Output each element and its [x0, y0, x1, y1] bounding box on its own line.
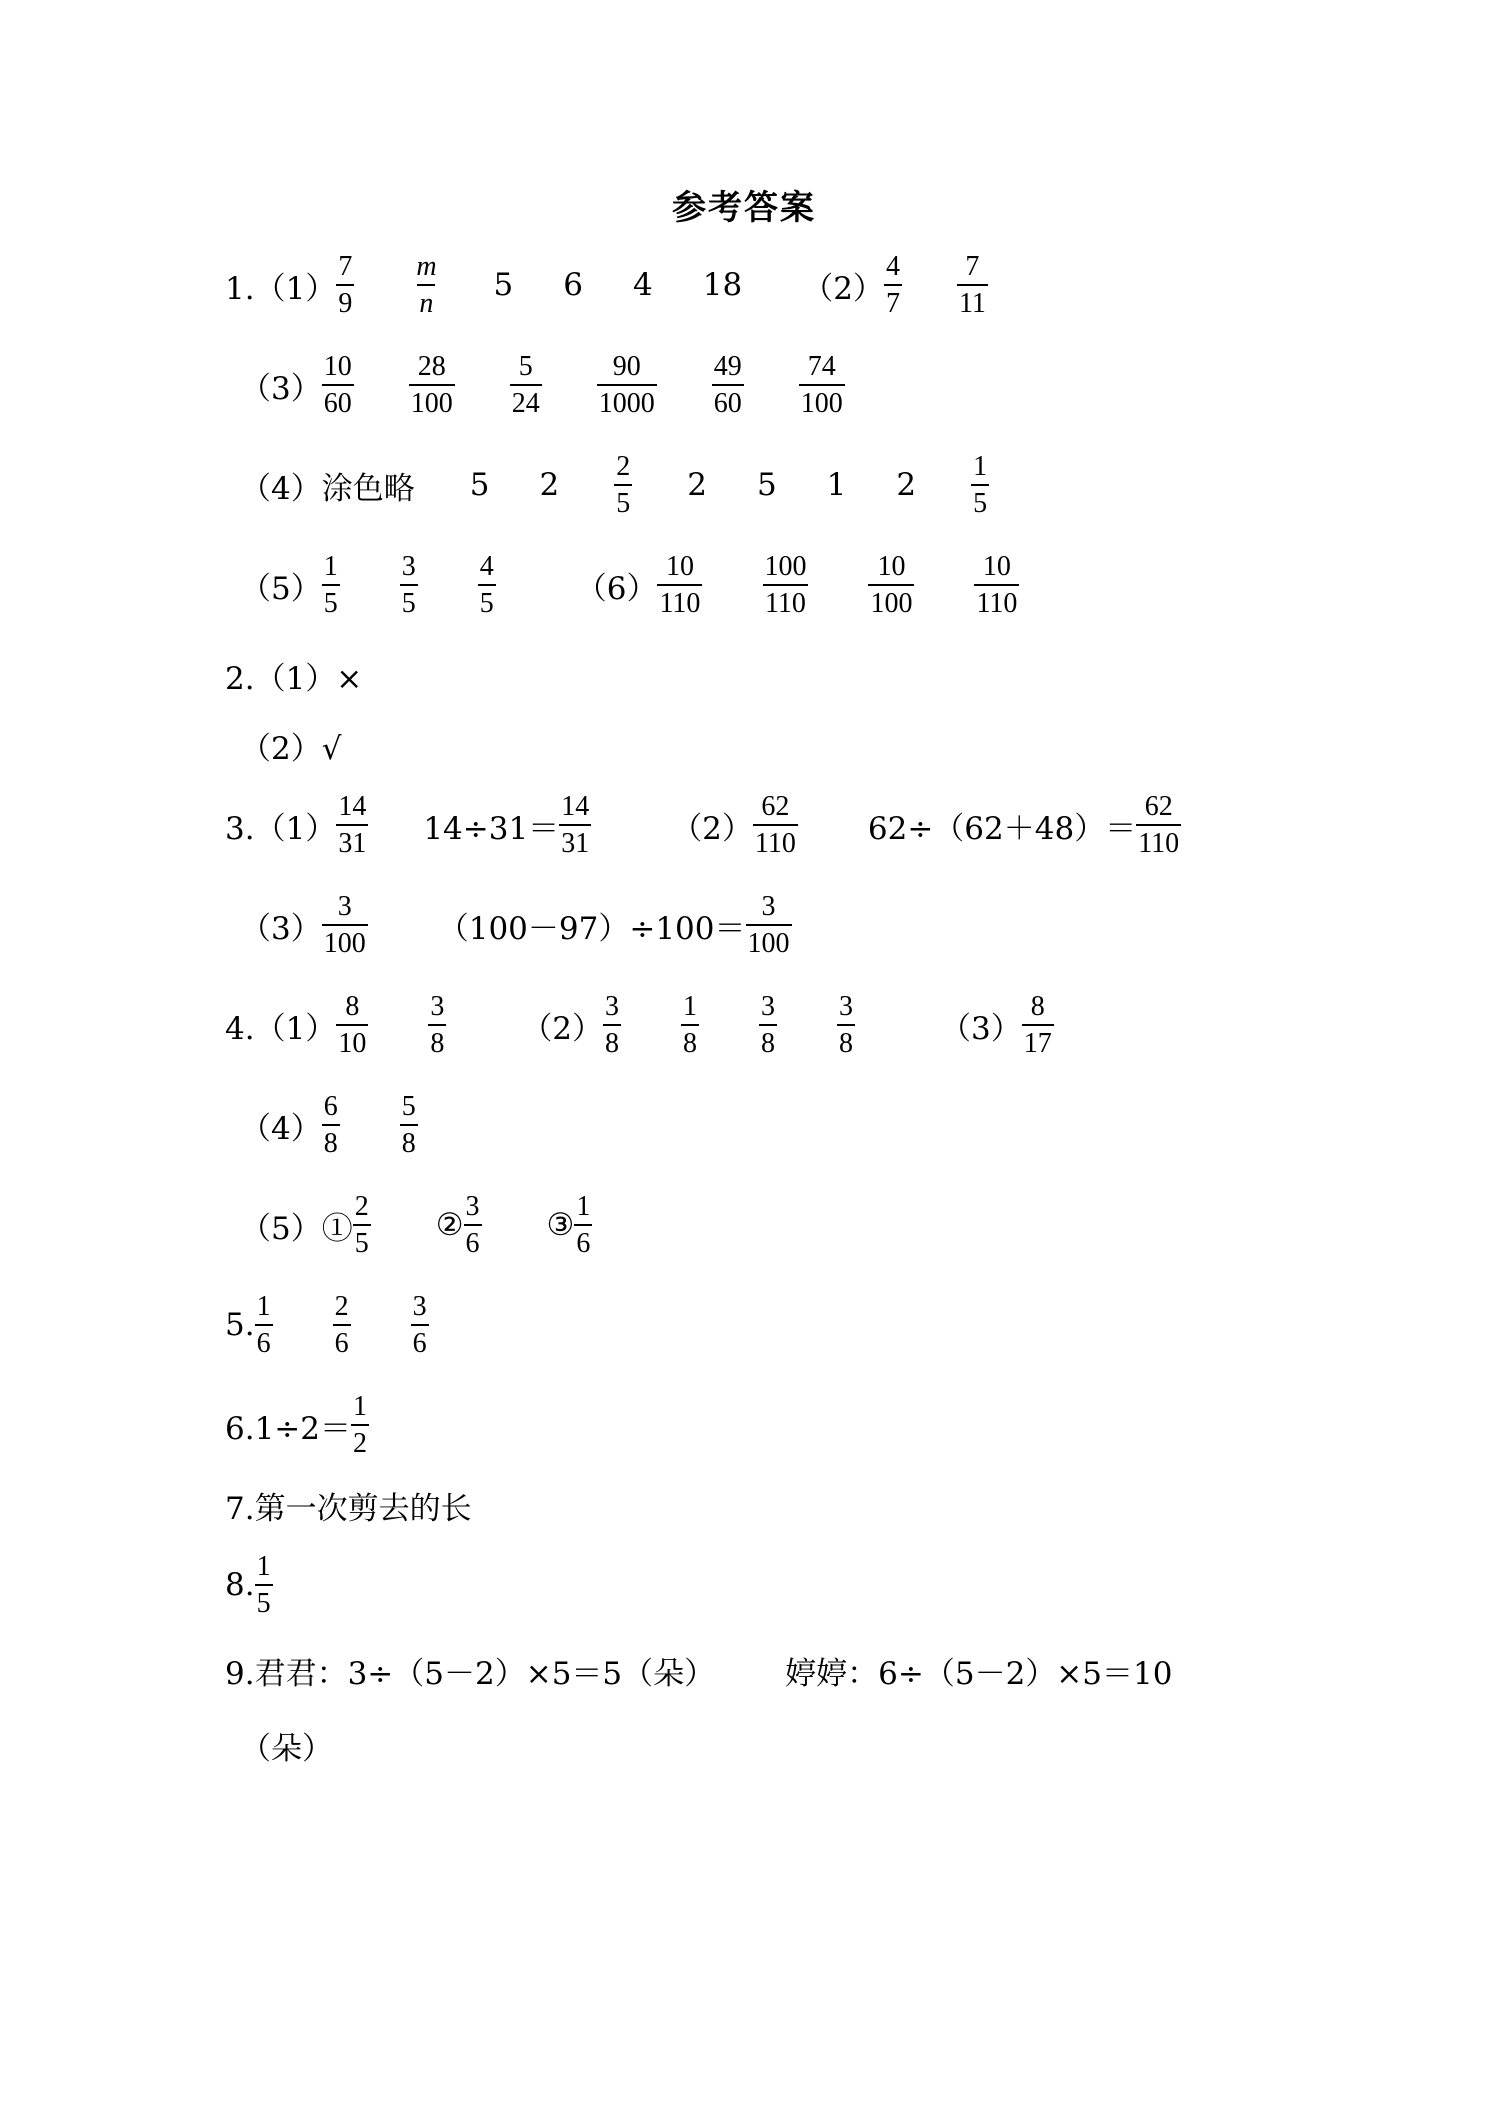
fraction-denominator: 7 — [884, 284, 902, 318]
answer-text: （2） — [521, 1010, 604, 1047]
answer-line — [225, 245, 988, 325]
fraction-numerator: 14 — [338, 790, 367, 822]
answer-text: 1.（1） — [225, 270, 337, 307]
fraction-denominator: 100 — [409, 384, 455, 418]
answer-text: （3） — [240, 910, 322, 947]
fraction — [322, 1092, 340, 1159]
fraction-numerator: 3 — [839, 990, 854, 1022]
fraction-numerator: 1 — [323, 550, 338, 582]
fraction — [478, 552, 496, 619]
fraction-numerator: 3 — [605, 990, 620, 1022]
fraction-numerator: 74 — [807, 350, 836, 382]
fraction-numerator: 4 — [479, 550, 494, 582]
fraction — [351, 1392, 369, 1459]
fraction-denominator: 6 — [464, 1224, 482, 1258]
fraction — [414, 252, 438, 319]
answer-text: （100－97）÷100＝ — [437, 910, 746, 947]
answer-text: ③ — [546, 1207, 575, 1243]
fraction-denominator: 5 — [255, 1584, 273, 1618]
fraction-numerator: 90 — [612, 350, 641, 382]
fraction — [712, 352, 744, 419]
answer-text: 5. — [225, 1307, 255, 1343]
fraction — [597, 352, 657, 419]
answer-text: 62÷（62＋48）＝ — [867, 810, 1137, 847]
fraction-denominator: 110 — [763, 584, 808, 618]
fraction — [614, 452, 632, 519]
fraction-denominator: 8 — [603, 1024, 621, 1058]
fraction-denominator: 17 — [1022, 1024, 1054, 1058]
answer-line — [240, 1185, 592, 1265]
answer-text: 9.君君：3÷（5－2）×5＝5（朵） — [225, 1655, 716, 1692]
fraction — [322, 552, 340, 619]
answer-text: 4 — [633, 267, 653, 303]
fraction-numerator: 3 — [761, 890, 776, 922]
fraction — [428, 992, 446, 1059]
answer-text: 3.（1） — [225, 810, 337, 847]
fraction — [510, 352, 542, 419]
fraction — [753, 792, 798, 859]
fraction-denominator: 5 — [322, 584, 340, 618]
fraction — [957, 252, 988, 319]
fraction — [409, 352, 455, 419]
answer-line — [240, 885, 792, 965]
fraction — [762, 552, 808, 619]
fraction — [1136, 792, 1181, 859]
fraction-numerator: 10 — [323, 350, 352, 382]
fraction — [884, 252, 902, 319]
fraction — [603, 992, 621, 1059]
fraction-denominator: 2 — [351, 1424, 369, 1458]
fraction-numerator: 4 — [885, 250, 900, 282]
answer-line — [225, 1545, 273, 1625]
fraction — [333, 1292, 351, 1359]
answer-text: 5 — [493, 267, 514, 303]
fraction-numerator: 1 — [353, 1390, 367, 1422]
fraction — [837, 992, 855, 1059]
fraction-denominator: 31 — [559, 824, 591, 858]
fraction-numerator: 8 — [1030, 990, 1045, 1022]
fraction — [574, 1192, 592, 1259]
fraction — [759, 992, 777, 1059]
fraction-numerator: 10 — [982, 550, 1011, 582]
fraction-denominator: 110 — [657, 584, 702, 618]
fraction-numerator: 14 — [561, 790, 590, 822]
fraction-denominator: 8 — [428, 1024, 446, 1058]
answer-line — [225, 635, 362, 715]
fraction-numerator: 2 — [354, 1190, 369, 1222]
fraction-numerator: 100 — [764, 550, 807, 582]
answer-text: 5 — [756, 467, 777, 503]
answer-text: 5 — [469, 467, 490, 503]
fraction-numerator: 1 — [683, 990, 698, 1022]
answer-text: 6 — [563, 267, 584, 303]
fraction-numerator: 49 — [713, 350, 742, 382]
answer-line — [225, 1630, 1172, 1710]
fraction — [322, 892, 368, 959]
fraction — [746, 892, 792, 959]
fraction-denominator: n — [417, 284, 435, 318]
fraction — [255, 1292, 273, 1359]
fraction-numerator: 2 — [616, 450, 631, 482]
fraction-denominator: 6 — [333, 1324, 351, 1358]
fraction-denominator: 8 — [837, 1024, 855, 1058]
fraction — [799, 352, 845, 419]
answer-text: ② — [435, 1207, 464, 1243]
fraction-numerator: 3 — [337, 890, 352, 922]
answer-line — [240, 445, 989, 525]
answer-line — [225, 1465, 472, 1545]
fraction — [353, 1192, 371, 1259]
fraction — [974, 552, 1019, 619]
fraction-denominator: 24 — [510, 384, 542, 418]
answer-text: 2 — [896, 467, 917, 503]
fraction-numerator: 3 — [401, 550, 416, 582]
answer-text: （2）√ — [240, 730, 342, 767]
fraction — [464, 1192, 482, 1259]
fraction-denominator: 8 — [759, 1024, 777, 1058]
fraction — [681, 992, 699, 1059]
fraction — [400, 1092, 418, 1159]
fraction-numerator: 1 — [576, 1190, 591, 1222]
fraction-numerator: 2 — [334, 1290, 349, 1322]
fraction-denominator: 60 — [322, 384, 354, 418]
answer-text: 7.第一次剪去的长 — [225, 1490, 472, 1527]
fraction-numerator: 10 — [877, 550, 906, 582]
answer-text: （3） — [240, 370, 322, 407]
answer-text: （2） — [802, 270, 884, 307]
answer-text: （6） — [575, 570, 658, 607]
fraction-denominator: 110 — [1136, 824, 1181, 858]
fraction-denominator: 100 — [799, 384, 845, 418]
fraction-denominator: 6 — [574, 1224, 592, 1258]
fraction-numerator: 1 — [256, 1550, 271, 1582]
fraction — [322, 352, 354, 419]
answer-text: （2） — [671, 810, 753, 847]
answer-text: （5）① — [240, 1210, 353, 1247]
fraction-numerator: 8 — [345, 990, 360, 1022]
fraction-numerator: 1 — [256, 1290, 271, 1322]
fraction-denominator: 11 — [957, 284, 988, 318]
page-title: 参考答案 — [672, 188, 816, 228]
answer-text: 2.（1）× — [225, 660, 363, 697]
fraction-denominator: 110 — [753, 824, 798, 858]
answer-text: 2 — [539, 467, 560, 503]
answer-text: （朵） — [240, 1730, 333, 1767]
fraction — [336, 992, 368, 1059]
fraction — [336, 252, 354, 319]
fraction-denominator: 110 — [974, 584, 1019, 618]
fraction — [411, 1292, 429, 1359]
answer-text: 14÷31＝ — [423, 810, 560, 847]
fraction-denominator: 9 — [336, 284, 354, 318]
answer-text: 2 — [687, 467, 707, 503]
answer-line — [225, 985, 1054, 1065]
fraction-denominator: 6 — [255, 1324, 273, 1358]
fraction-denominator: 10 — [336, 1024, 368, 1058]
fraction-numerator: 3 — [465, 1190, 480, 1222]
fraction-numerator: 28 — [417, 350, 446, 382]
answer-text: （3） — [940, 1010, 1022, 1047]
answer-line — [225, 1285, 429, 1365]
fraction-denominator: 5 — [400, 584, 418, 618]
fraction-numerator: 62 — [1144, 790, 1173, 822]
fraction-denominator: 100 — [322, 924, 368, 958]
fraction — [1022, 992, 1054, 1059]
fraction — [971, 452, 989, 519]
fraction-numerator: 3 — [761, 990, 776, 1022]
fraction-denominator: 60 — [712, 384, 744, 418]
answer-text: （4）涂色略 — [240, 470, 415, 507]
answer-line — [240, 705, 341, 785]
fraction-denominator: 100 — [746, 924, 792, 958]
fraction — [255, 1552, 273, 1619]
fraction-numerator: 7 — [338, 250, 353, 282]
answer-line — [240, 1705, 333, 1785]
fraction-numerator: 3 — [430, 990, 445, 1022]
answer-text: （4） — [240, 1110, 322, 1147]
fraction-numerator: 5 — [401, 1090, 416, 1122]
fraction-numerator: 62 — [761, 790, 790, 822]
answer-text: 18 — [702, 267, 743, 303]
answer-text: 婷婷：6÷（5－2）×5＝10 — [785, 1655, 1173, 1692]
fraction — [336, 792, 368, 859]
fraction-denominator: 100 — [868, 584, 914, 618]
fraction — [559, 792, 591, 859]
fraction-denominator: 5 — [478, 584, 496, 618]
answer-line — [240, 345, 845, 425]
fraction — [868, 552, 914, 619]
fraction-numerator: m — [416, 250, 437, 282]
fraction-denominator: 8 — [322, 1124, 340, 1158]
fraction-numerator: 1 — [973, 450, 988, 482]
fraction-denominator: 8 — [400, 1124, 418, 1158]
fraction-numerator: 7 — [965, 250, 980, 282]
fraction — [657, 552, 702, 619]
answer-line — [225, 1385, 369, 1465]
answer-text: 8. — [225, 1567, 255, 1603]
answer-text: 4.（1） — [225, 1010, 337, 1047]
answer-line — [225, 785, 1181, 865]
fraction-numerator: 5 — [518, 350, 533, 382]
fraction-numerator: 10 — [665, 550, 694, 582]
fraction-denominator: 1000 — [597, 384, 657, 418]
fraction-denominator: 8 — [681, 1024, 699, 1058]
fraction-denominator: 5 — [971, 484, 989, 518]
fraction-denominator: 5 — [614, 484, 632, 518]
fraction — [400, 552, 418, 619]
answer-text: 1 — [826, 467, 847, 503]
fraction-numerator: 3 — [412, 1290, 427, 1322]
answer-text: 6.1÷2＝ — [225, 1410, 351, 1447]
fraction-denominator: 31 — [336, 824, 368, 858]
answer-text: （5） — [240, 570, 322, 607]
fraction-denominator: 5 — [353, 1224, 371, 1258]
fraction-numerator: 6 — [323, 1090, 338, 1122]
answer-line — [240, 1085, 418, 1165]
answer-line — [240, 545, 1019, 625]
fraction-denominator: 6 — [411, 1324, 429, 1358]
